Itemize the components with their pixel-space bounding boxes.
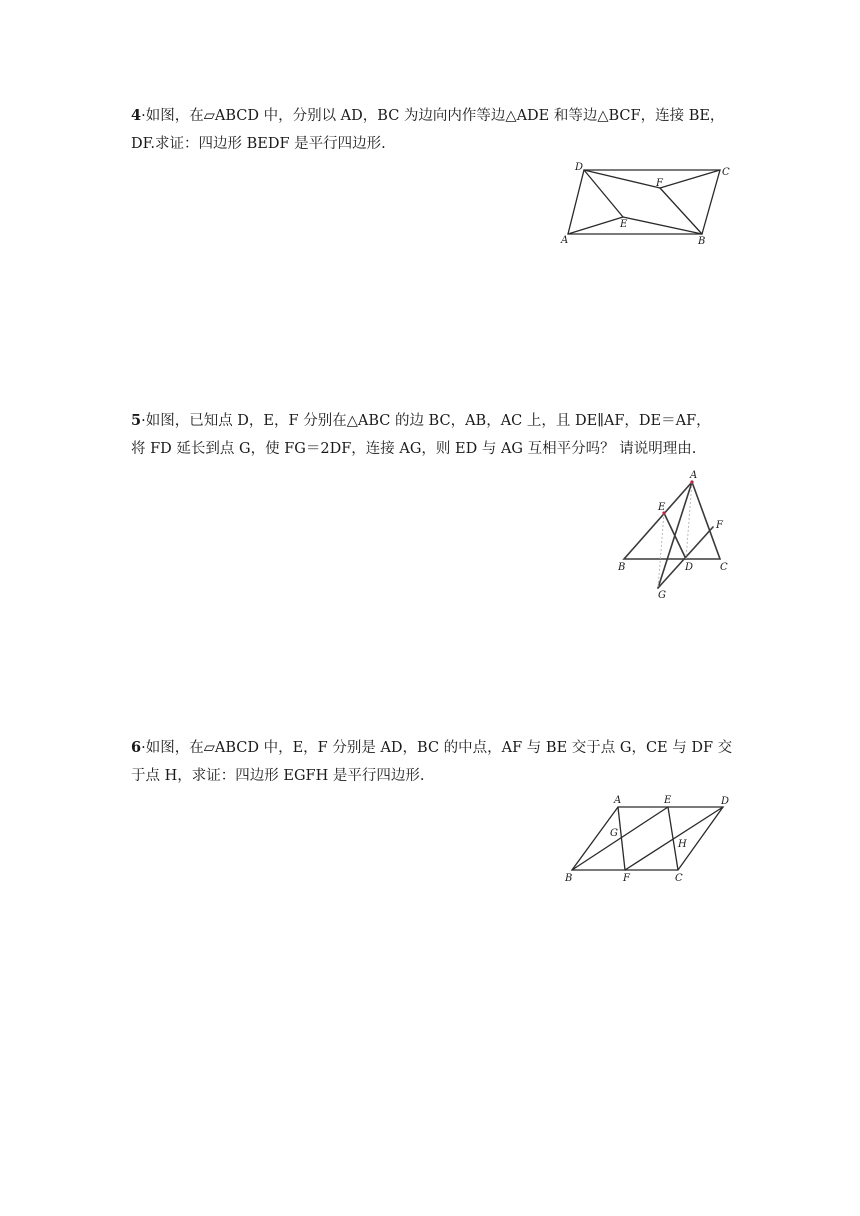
- figure-6-label-c: C: [675, 873, 683, 884]
- figure-6-label-h: H: [678, 839, 687, 850]
- problem-5-line-1: [131, 407, 741, 435]
- figure-5-label-e: E: [658, 502, 666, 513]
- figure-5-label-f: F: [716, 520, 723, 531]
- figure-6-label-b: B: [565, 873, 573, 884]
- figure-4-cf: [660, 170, 720, 188]
- figure-4-parallelogram: [560, 160, 740, 250]
- problem-4: [131, 102, 741, 158]
- figure-4-label-b: B: [698, 236, 706, 247]
- figure-6-abcd: [572, 807, 723, 870]
- figure-6-be: [572, 807, 668, 870]
- figure-4-label-e: E: [620, 219, 628, 230]
- problem-5-line-2: 将 FD 延长到点 G，使 FG＝2DF，连接 AG，则 ED 与 AG 互相平分吗？ 请说明理由.: [131, 441, 697, 457]
- problem-5: [131, 407, 741, 463]
- problem-4-line-2: DF.求证：四边形 BEDF 是平行四边形.: [131, 136, 386, 152]
- figure-5-label-c: C: [720, 562, 728, 573]
- figure-6-label-d: D: [721, 796, 730, 807]
- figure-6-parallelogram: [560, 790, 740, 890]
- figure-5-fg: [658, 527, 713, 588]
- figure-4-label-f: F: [656, 178, 663, 189]
- figure-5-label-a: A: [690, 470, 698, 481]
- problem-5-text-1: ·如图，已知点 D，E，F 分别在△ABC 的边 BC，AB，AC 上，且 DE∥AF，DE＝AF，: [141, 413, 711, 429]
- figure-5-abc: [624, 482, 720, 559]
- figure-4-label-d: D: [575, 162, 584, 173]
- problem-4-number: 4: [131, 107, 142, 124]
- problem-4-line-1: [131, 102, 741, 130]
- problem-6-number: 6: [131, 739, 142, 756]
- figure-4-bf: [660, 188, 702, 234]
- figure-5-label-g: G: [658, 590, 666, 601]
- figure-4-label-c: C: [722, 167, 730, 178]
- problem-5-number: 5: [131, 412, 142, 429]
- figure-6-df: [625, 807, 723, 870]
- problem-6-line-1: [131, 734, 741, 762]
- problem-4-text-1: ·如图，在▱ABCD 中，分别以 AD，BC 为边向内作等边△ADE 和等边△BCF，连接 BE，: [141, 108, 725, 124]
- figure-5-label-b: B: [618, 562, 626, 573]
- figure-6-label-g: G: [610, 828, 618, 839]
- figure-6-label-e: E: [664, 795, 672, 806]
- problem-6-line-2: 于点 H，求证：四边形 EGFH 是平行四边形.: [131, 768, 425, 784]
- figure-4-abcd: [568, 170, 720, 234]
- figure-4-de: [584, 170, 623, 217]
- figure-5-label-d: D: [685, 562, 694, 573]
- figure-5-triangle: [612, 466, 737, 606]
- figure-4-be: [623, 217, 702, 234]
- figure-6-label-f: F: [623, 873, 630, 884]
- figure-4-ae: [568, 217, 623, 234]
- figure-4-label-a: A: [561, 235, 569, 246]
- figure-4-df: [584, 170, 660, 188]
- figure-6-label-a: A: [614, 795, 622, 806]
- problem-6: [131, 734, 741, 790]
- problem-6-text-1: ·如图，在▱ABCD 中，E，F 分别是 AD，BC 的中点，AF 与 BE 交于点 G，CE 与 DF 交: [141, 740, 733, 756]
